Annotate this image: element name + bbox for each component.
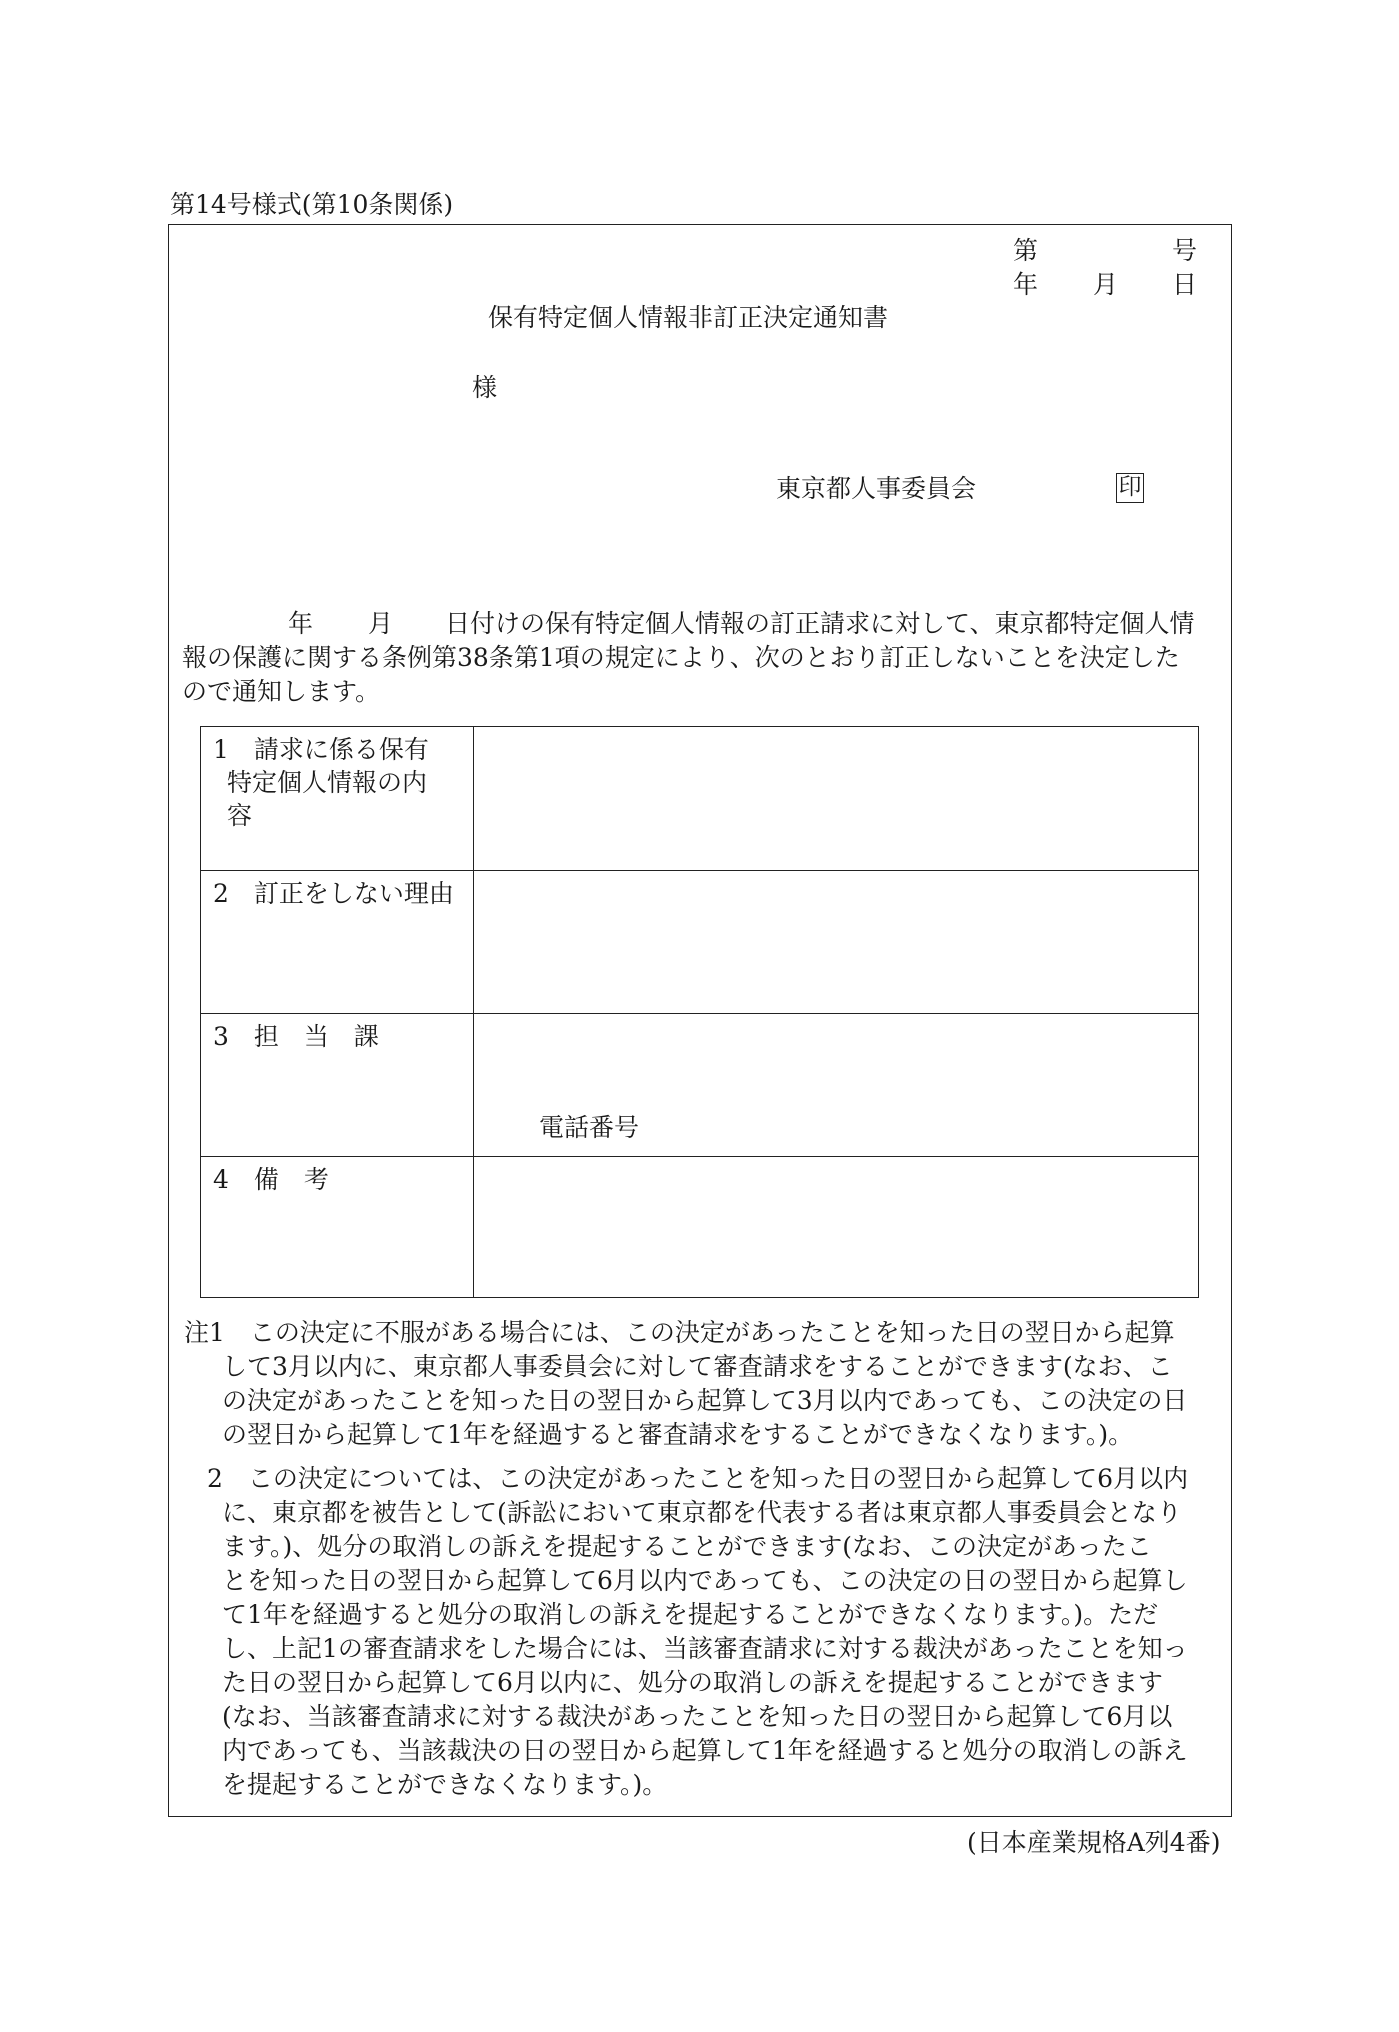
date-day-label: 日 [1172, 270, 1198, 299]
row-1-label-line-1: 1 請求に係る保有 [213, 735, 429, 764]
row-2-label: 2 訂正をしない理由 [213, 879, 454, 908]
body-line-3: ので通知します。 [182, 677, 381, 706]
note-2-line-1: 2 この決定については、この決定があったことを知った日の翌日から起算して6月以内 [207, 1464, 1189, 1493]
issuer-name: 東京都人事委員会 [776, 474, 977, 503]
table-row-reason [201, 870, 1198, 1013]
note-1-line-4: の翌日から起算して1年を経過すると審査請求をすることができなくなります。)。 [222, 1420, 1134, 1449]
note-2-line-2: に、東京都を被告として(訴訟において東京都を代表する者は東京都人事委員会となり [222, 1498, 1182, 1527]
table-row-content [201, 727, 1198, 870]
body-year-label: 年 [288, 609, 314, 638]
note-2-line-7: た日の翌日から起算して6月以内に、処分の取消しの訴えを提起することができます [222, 1668, 1163, 1697]
seal-stamp: 印 [1116, 473, 1144, 503]
date-year-label: 年 [1013, 270, 1039, 299]
note-1-line-1: 注1 この決定に不服がある場合には、この決定があったことを知った日の翌日から起算 [184, 1318, 1175, 1347]
row-1-label-line-2: 特定個人情報の内 [227, 768, 428, 797]
number-prefix: 第 [1013, 236, 1039, 265]
body-line-2: 報の保護に関する条例第38条第1項の規定により、次のとおり訂正しないことを決定した [182, 643, 1180, 672]
paper-size-footer: (日本産業規格A列4番) [967, 1828, 1221, 1857]
row-3-label: 3 担 当 課 [213, 1022, 379, 1051]
row-1-label [213, 733, 429, 832]
phone-number-label: 電話番号 [539, 1113, 640, 1142]
note-1-line-3: の決定があったことを知った日の翌日から起算して3月以内であっても、この決定の日 [222, 1386, 1188, 1415]
note-2-line-8: (なお、当該審査請求に対する裁決があったことを知った日の翌日から起算して6月以 [222, 1702, 1173, 1731]
row-4-label: 4 備 考 [213, 1165, 329, 1194]
note-1-line-2: して3月以内に、東京都人事委員会に対して審査請求をすることができます(なお、こ [222, 1352, 1173, 1381]
body-line-1: 日付けの保有特定個人情報の訂正請求に対して、東京都特定個人情 [445, 609, 1195, 638]
note-2-line-5: て1年を経過すると処分の取消しの訴えを提起することができなくなります。)。ただ [222, 1600, 1159, 1629]
date-month-label: 月 [1093, 270, 1119, 299]
note-2-line-4: とを知った日の翌日から起算して6月以内であっても、この決定の日の翌日から起算し [222, 1566, 1188, 1595]
table-row-remarks [201, 1156, 1198, 1296]
note-2-line-9: 内であっても、当該裁決の日の翌日から起算して1年を経過すると処分の取消しの訴え [222, 1736, 1188, 1765]
table-row-department [201, 1013, 1198, 1156]
body-month-label: 月 [368, 609, 394, 638]
row-1-label-line-3: 容 [227, 801, 253, 830]
note-2-line-3: ます。)、処分の取消しの訴えを提起することができます(なお、この決定があったこ [222, 1532, 1152, 1561]
info-table [200, 726, 1199, 1298]
note-2-line-6: し、上記1の審査請求をした場合には、当該審査請求に対する裁決があったことを知っ [222, 1634, 1188, 1663]
form-label: 第14号様式(第10条関係) [170, 190, 454, 219]
addressee-suffix: 様 [472, 373, 498, 402]
number-suffix: 号 [1172, 236, 1198, 265]
document-title: 保有特定個人情報非訂正決定通知書 [488, 303, 889, 332]
note-2-line-10: を提起することができなくなります。)。 [222, 1770, 668, 1799]
